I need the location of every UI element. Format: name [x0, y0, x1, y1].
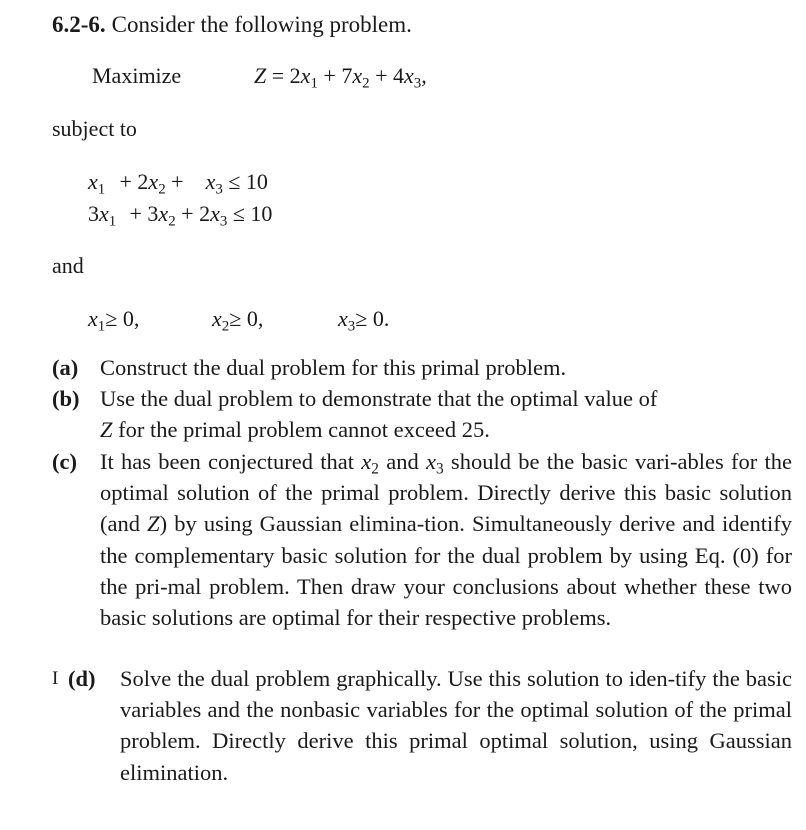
part-b [52, 383, 792, 445]
part-a-label: (a) [52, 355, 79, 380]
objective-expression: $Z = 2x_1 + 7x_2 + 4x_3$, [254, 63, 427, 92]
objective-label: Maximize [92, 63, 182, 88]
part-a [52, 352, 792, 383]
nonneg-x2: $x_2\ge 0$, [212, 306, 264, 335]
part-c-text: It has been conjectured that $x_2$ and $x_3$ should be the basic vari-ables for the optimal solution of the primal problem. Directly derive this basic solution (and Z) by using Gaussian elimina-tion. Simultaneously derive and identify the complementary basic solution for the dual problem by using Eq. (0) for the pri-mal problem. Then draw your conclusions about whether these two basic solutions are optimal for their respective problems. [100, 449, 792, 631]
part-a-text: Construct the dual problem for this primal problem. [100, 355, 567, 380]
problem-heading [52, 12, 412, 38]
part-c-label: (c) [52, 449, 77, 474]
part-b-label: (b) [52, 386, 80, 411]
nonnegativity-constraints [88, 306, 390, 335]
part-d-label: (d) [68, 666, 96, 691]
problem-number: 6.2-6. [52, 12, 106, 37]
and-label: and [52, 253, 84, 278]
constraint-1: $x_1 + 2x_2$ + $x_3 \le 10$ [88, 169, 268, 198]
part-c [52, 446, 792, 633]
part-d [52, 663, 792, 788]
nonneg-x1: $x_1\ge 0$, [88, 306, 140, 335]
nonneg-x3: $x_3\ge 0$. [338, 306, 390, 335]
part-b-text: Use the dual problem to demonstrate that the optimal value of Z for the primal problem cannot exceed 25. [100, 386, 658, 443]
constraint-2: $3x_1 + 3x_2 + 2x_3 \le 10$ [88, 201, 273, 230]
problem-title: Consider the following problem. [111, 12, 412, 37]
objective-function [92, 63, 427, 92]
part-d-text: Solve the dual problem graphically. Use this solution to iden-tify the basic variables and the nonbasic variables for the optimal solution of the primal problem. Directly derive this primal optimal solution, using Gaussian elimination. [120, 666, 792, 785]
interactive-marker: I [52, 668, 59, 689]
subject-to-label: subject to [52, 116, 137, 141]
